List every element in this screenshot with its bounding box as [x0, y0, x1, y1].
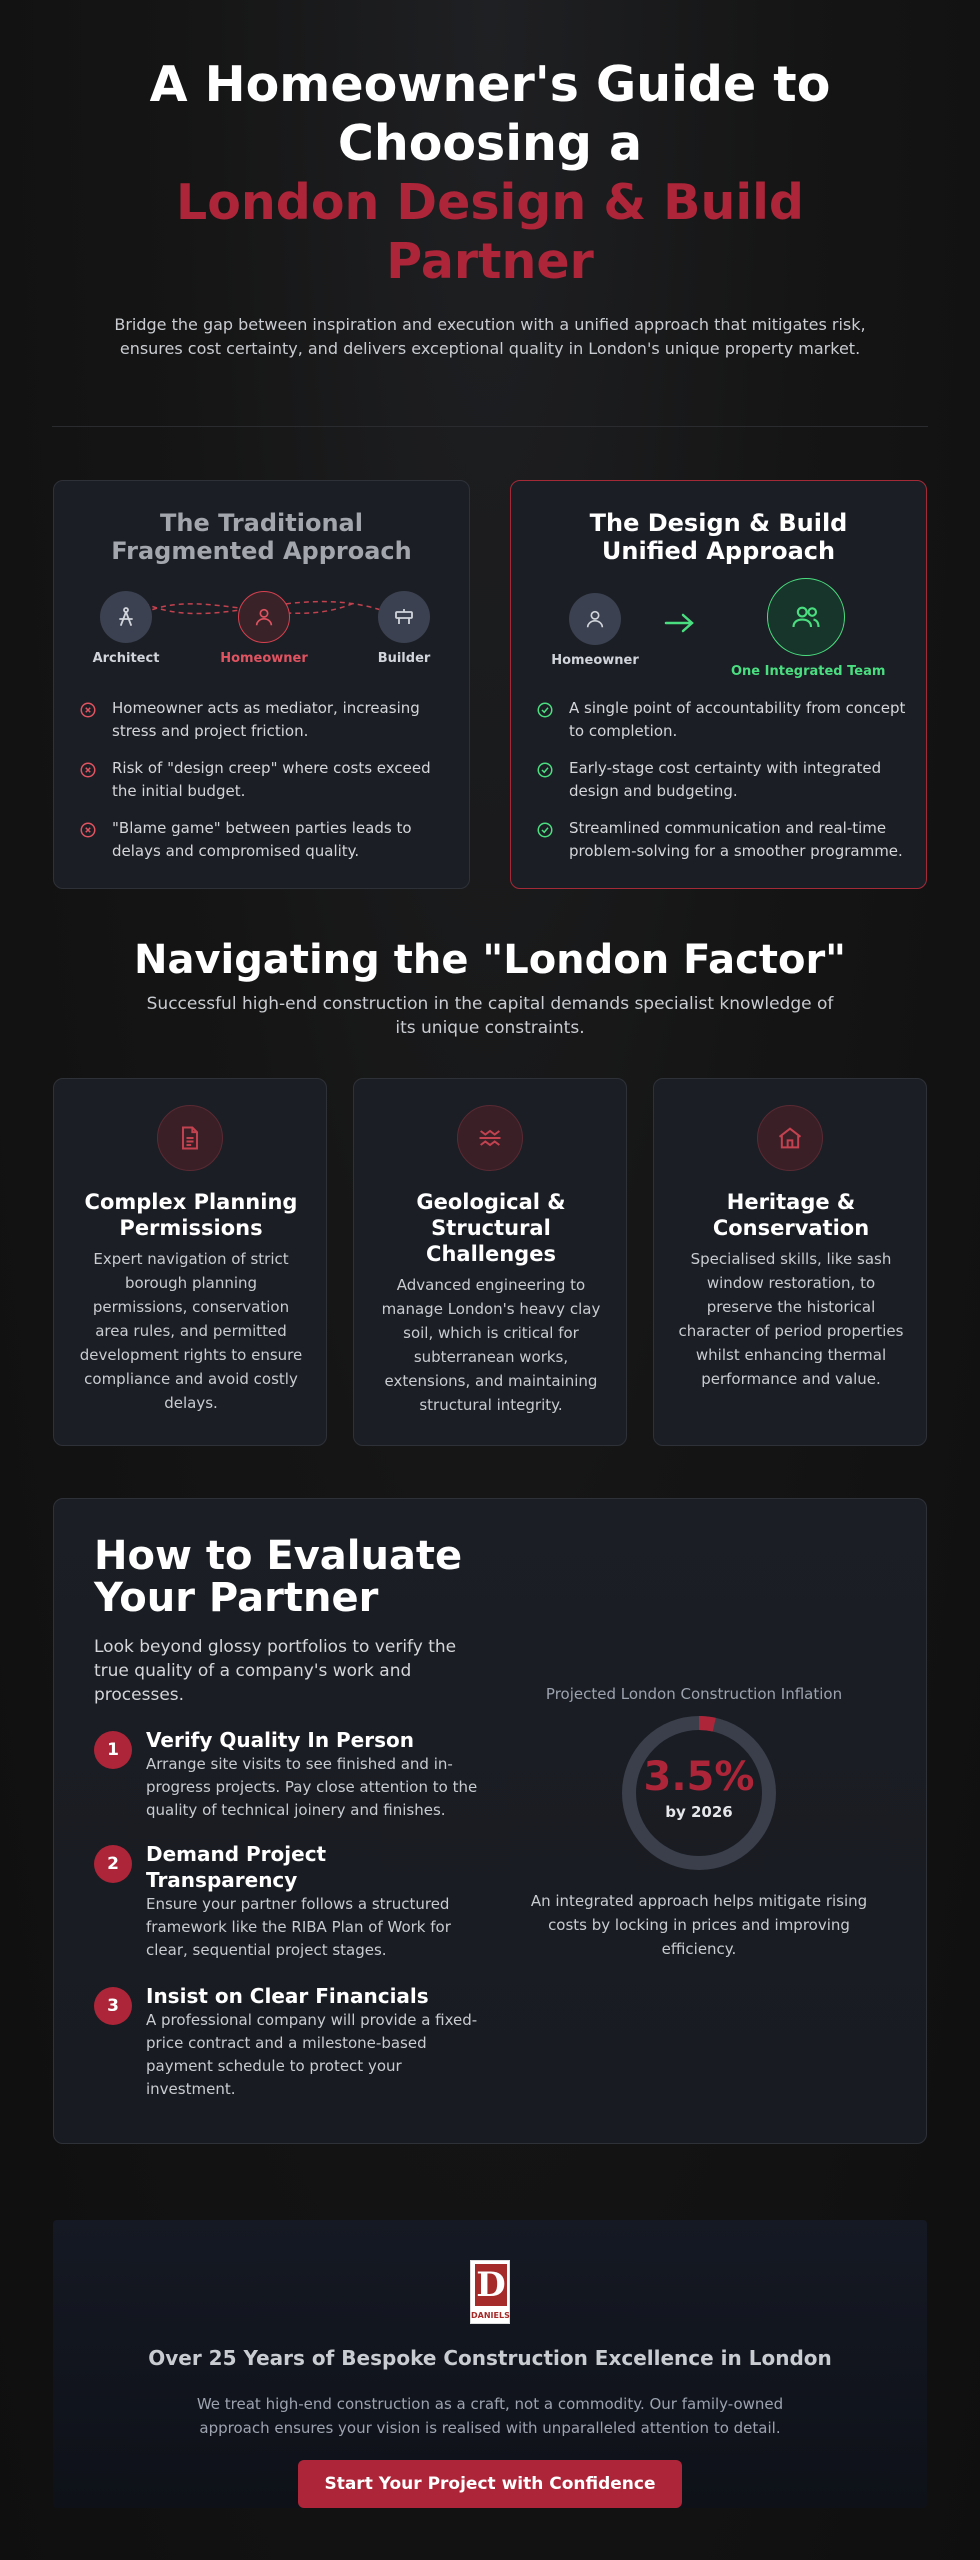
logo-text: DANIELS	[471, 2311, 510, 2320]
step-title: Demand Project Transparency	[146, 1842, 327, 1892]
hero-subtitle: Bridge the gap between inspiration and execution with a unified approach that mitigates risk, ensures cost certainty, and delivers exceptional quality in London's unique property market.	[114, 315, 866, 358]
node-architect	[86, 591, 166, 666]
logo-letter: D	[476, 2265, 506, 2305]
builder-icon	[378, 591, 430, 643]
step-text: Ensure your partner follows a structured framework like the RIBA Plan of Work for clear, sequential project stages.	[146, 1895, 451, 1959]
homeowner-user-icon	[569, 593, 621, 645]
evaluate-section	[53, 1498, 927, 2144]
node-label-integrated-team: One Integrated Team	[731, 664, 886, 679]
team-users-icon	[767, 578, 845, 656]
traditional-points	[79, 697, 449, 877]
footer-heading: Over 25 Years of Bespoke Construction Excellence in London	[148, 2346, 832, 2370]
step-text: A professional company will provide a fixed-price contract and a milestone-based payment schedule to protect your investment.	[146, 2011, 478, 2098]
step-number: 2	[94, 1845, 132, 1883]
step-item	[94, 1841, 494, 1962]
heritage-card-text: Specialised skills, like sash window restoration, to preserve the historical character of period properties whilst enhancing thermal performance and value.	[678, 1250, 904, 1388]
evaluate-title: How to Evaluate Your Partner	[94, 1533, 463, 1621]
hero-divider	[52, 426, 928, 427]
check-circle-icon	[536, 761, 554, 779]
foundation-icon	[457, 1105, 523, 1171]
node-label-architect: Architect	[92, 651, 160, 666]
homeowner-user-icon	[238, 591, 290, 643]
list-item: "Blame game" between parties leads to delays and compromised quality.	[79, 817, 449, 863]
node-homeowner-unified	[545, 593, 645, 668]
x-circle-icon	[79, 761, 97, 779]
footer-cta-section	[53, 2220, 927, 2508]
unified-points	[536, 697, 906, 877]
architect-icon	[100, 591, 152, 643]
hero-title-line1: A Homeowner's Guide to	[149, 56, 831, 113]
gauge-value: 3.5%	[643, 1754, 755, 1800]
node-builder	[364, 591, 444, 666]
home-icon	[757, 1105, 823, 1171]
node-label-homeowner-unified: Homeowner	[551, 653, 639, 668]
hero-title-line2: Choosing a	[337, 115, 643, 172]
step-title: Insist on Clear Financials	[146, 1984, 429, 2008]
node-homeowner	[214, 591, 314, 666]
x-circle-icon	[79, 701, 97, 719]
step-text: Arrange site visits to see finished and in-progress projects. Pay close attention to the quality of technical joinery and finishes.	[146, 1755, 478, 1819]
step-number: 3	[94, 1987, 132, 2025]
check-circle-icon	[536, 701, 554, 719]
planning-card-title: Complex Planning Permissions	[84, 1190, 298, 1240]
evaluate-intro: Look beyond glossy portfolios to verify the true quality of a company's work and processes.	[94, 1637, 457, 1705]
list-item: Streamlined communication and real-time problem-solving for a smoother programme.	[536, 817, 906, 863]
document-icon	[157, 1105, 223, 1171]
arrow-right-icon	[663, 611, 697, 635]
check-circle-icon	[536, 821, 554, 839]
x-circle-icon	[79, 821, 97, 839]
node-label-homeowner: Homeowner	[220, 651, 308, 666]
step-title: Verify Quality In Person	[146, 1728, 414, 1752]
traditional-approach-card	[53, 480, 470, 889]
planning-card	[53, 1078, 327, 1446]
london-factor-title: Navigating the "London Factor"	[133, 937, 847, 983]
list-item: Homeowner acts as mediator, increasing stress and project friction.	[79, 697, 449, 743]
planning-card-text: Expert navigation of strict borough planning permissions, conservation area rules, and permitted development rights to ensure compliance and avoid costly delays.	[79, 1250, 303, 1412]
company-logo	[470, 2260, 510, 2324]
unified-approach-card	[510, 480, 927, 889]
step-item	[94, 1983, 494, 2101]
london-factor-subtitle: Successful high-end construction in the capital demands specialist knowledge of its unique constraints.	[146, 994, 834, 1038]
traditional-title: The Traditional Fragmented Approach	[111, 509, 412, 565]
heritage-card-title: Heritage & Conservation	[712, 1190, 870, 1240]
heritage-card	[653, 1078, 927, 1446]
geological-card-text: Advanced engineering to manage London's heavy clay soil, which is critical for subterranean works, extensions, and maintaining structural integrity.	[381, 1276, 601, 1414]
list-item: A single point of accountability from concept to completion.	[536, 697, 906, 743]
gauge-note: An integrated approach helps mitigate rising costs by locking in prices and improving efficiency.	[530, 1892, 868, 1958]
step-number: 1	[94, 1731, 132, 1769]
list-item: Risk of "design creep" where costs exceed the initial budget.	[79, 757, 449, 803]
unified-title: The Design & Build Unified Approach	[589, 509, 848, 565]
list-item: Early-stage cost certainty with integrated design and budgeting.	[536, 757, 906, 803]
gauge-year: by 2026	[665, 1803, 733, 1821]
hero-title-red-line2: Partner	[386, 233, 594, 290]
hero	[0, 55, 980, 361]
node-integrated-team	[731, 578, 886, 679]
start-project-button[interactable]: Start Your Project with Confidence	[298, 2460, 682, 2508]
geological-card	[353, 1078, 627, 1446]
footer-text: We treat high-end construction as a craft, not a commodity. Our family-owned approach ensures your vision is realised with unparalleled attention to detail.	[196, 2395, 784, 2437]
geological-card-title: Geological & Structural Challenges	[416, 1190, 566, 1266]
hero-title-red-line1: London Design & Build	[175, 174, 805, 231]
step-item	[94, 1727, 494, 1822]
gauge-caption: Projected London Construction Inflation	[545, 1685, 843, 1703]
node-label-builder: Builder	[377, 651, 431, 666]
